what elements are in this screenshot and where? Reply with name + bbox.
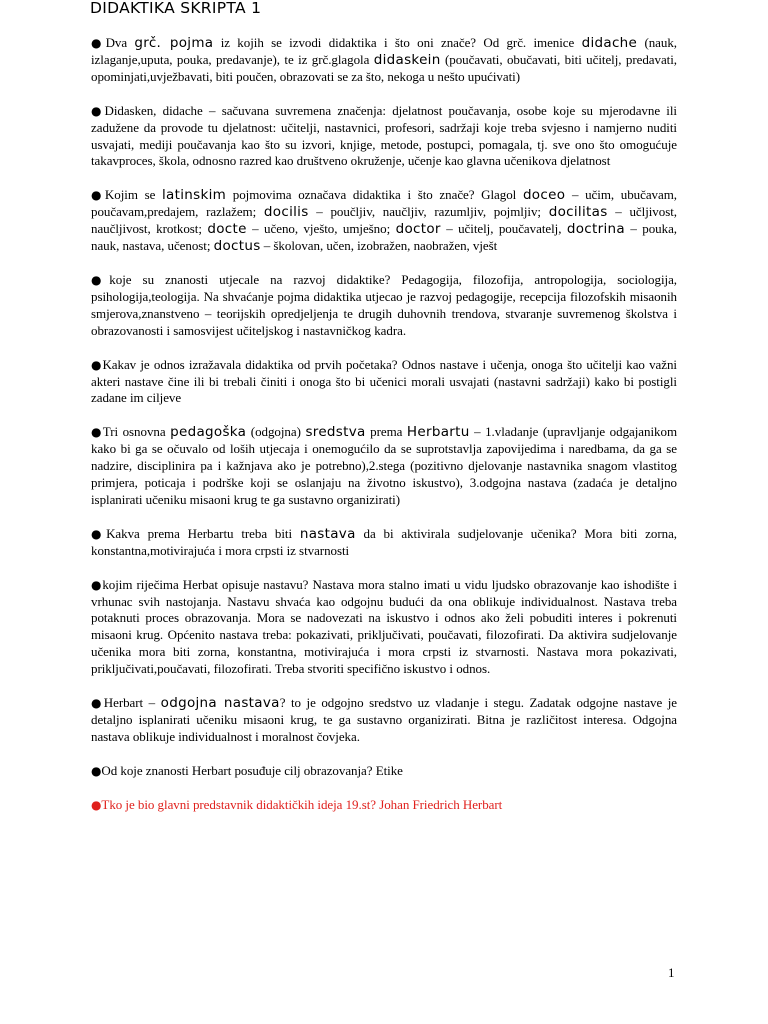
bullet-icon: ●	[91, 425, 103, 440]
paragraph-text: – 1.vladanje (upravljanje odgajanikom kako bi ga se očuvalo od loših utjecaja i onemogućilo da se suprotstavlja zapovijedima i naredbama, da ga se nadzire, disciplinira pa i kažnjava ako je potrebno),2.stega (pozitivno djelovanje nastavnika snagom vlastitog primjera, poticaja i podrške koji se oslanjaju na životno iskustvo), 3.odgojna nastava (zadaća je detaljno isplanirati učeniku misaoni krug te ga sustavno organizirati)	[91, 424, 678, 507]
key-term: didaskein	[373, 51, 441, 68]
paragraph-11	[91, 797, 677, 814]
paragraph-3	[91, 187, 677, 255]
bullet-icon: ●	[91, 36, 106, 50]
key-term: sredstva	[305, 424, 366, 441]
paragraph-text: koje su znanosti utjecale na razvoj didaktike? Pedagogija, filozofija, antropologija, sociologija, psihologija,teologija. Na shvaćanje pojma didaktika utjecao je razvoj pedagogije, recepcija filozofskih misaonih smjerova,znanstveno – teorijskih opredjeljenja te drugih duhovnih trendova, stvaranje suvremenog školstva i obrazovanosti i samosvijest učiteljskog i nastavničkog kadra.	[91, 271, 677, 338]
paragraph-text: (odgojna)	[246, 424, 306, 440]
key-term: didache	[581, 35, 638, 51]
key-term: docte	[207, 221, 247, 238]
paragraph-text: da bi aktivirala sudjelovanje učenika? Mora biti zorna, konstantna,motivirajuća i mora crpsti iz stvarnosti	[91, 525, 678, 558]
bullet-icon: ●	[91, 357, 103, 372]
key-term: doceo	[522, 187, 566, 204]
paragraph-text: (poučavati, obučavati, biti učitelj, predavati, opominjati,uvježbavati, biti poučen, obrazovati se za što, nekoga u nešto upućivati)	[91, 51, 678, 84]
bullet-icon: ●	[91, 526, 107, 541]
bullet-icon: ●	[91, 272, 110, 287]
paragraph-text: Didasken, didache – sačuvana suvremena značenja: djelatnost poučavanja, osobe koje su mjerodavne ili zadužene da provode tu djelatnost: učitelji, nastavnici, profesori, sadržaji koje treba svjesno i namjerno nuditi usvajati, mediji poučavanja kao što su izvori, knjige, metode, postupci, pomagala, tj. sve ono što omogućuje takavproces, škola, odnosno razred kao društveno okruženje, učenje kao glavna učenikova djelatnost	[91, 102, 677, 169]
paragraph-text: – učeno, vješto, umješno;	[246, 221, 396, 237]
key-term: grč. pojma	[134, 35, 214, 51]
bullet-icon: ●	[91, 577, 103, 592]
paragraph-text: Tri osnovna	[102, 424, 171, 440]
bullet-icon: ●	[91, 797, 102, 812]
paragraph-text: (nauk, izlaganje,uputa, pouka, predavanje), te iz grč.glagola	[91, 35, 678, 67]
key-term: docilitas	[548, 204, 608, 221]
paragraph-text: Kakva prema Herbartu treba biti	[106, 525, 300, 541]
key-term: doctor	[395, 221, 441, 238]
paragraph-text: – učljivost, naučljivost, krotkost;	[91, 204, 677, 237]
paragraph-1	[91, 35, 677, 86]
key-term: doctus	[213, 238, 261, 255]
bullet-icon: ●	[91, 103, 105, 118]
document-body	[91, 35, 677, 831]
paragraph-9	[91, 695, 677, 746]
paragraph-text: Tko je bio glavni predstavnik didaktičkih ideja 19.st? Johan Friedrich Herbart	[101, 796, 503, 812]
paragraph-text: Kojim se	[104, 187, 162, 203]
paragraph-text: – školovan, učen, izobražen, naobražen, vješt	[260, 238, 498, 254]
paragraph-10	[91, 763, 677, 780]
paragraph-text: iz kojih se izvodi didaktika i što oni znače? Od grč. imenice	[213, 35, 582, 50]
key-term: nastava	[299, 525, 356, 542]
paragraph-text: – pouka, nauk, nastava, učenost;	[91, 221, 678, 254]
bullet-icon: ●	[91, 188, 105, 203]
paragraph-text: Herbart –	[103, 695, 161, 711]
paragraph-4	[91, 272, 677, 340]
key-term: latinskim	[162, 187, 227, 204]
key-term: doctrina	[566, 221, 625, 238]
key-term: pedagoška	[170, 424, 247, 441]
page-number: 1	[668, 965, 675, 980]
bullet-icon: ●	[91, 696, 104, 711]
document-title: DIDAKTIKA SKRIPTA 1	[90, 0, 262, 17]
paragraph-text: – učitelj, poučavatelj,	[440, 221, 567, 237]
paragraph-text: Dva	[105, 35, 135, 50]
paragraph-8	[91, 577, 677, 678]
bullet-icon: ●	[91, 763, 102, 778]
paragraph-5	[91, 357, 677, 408]
paragraph-text: kojim riječima Herbat opisuje nastavu? Nastava mora stalno imati u vidu ljudsko obrazovanje kao ishodište i vrhunac svih nastojanja. Nastavu shvaća kao odgojnu budući da ona oblikuje individualnost. Nastava treba potaknuti proces obrazovanja. Mora se nadovezati na iskustvo i odnos ako želi pobuditi interes i pokrenuti misaoni krug. Općenito nastava treba: pokazivati, priključivati, poučavati, filozofirati. Da aktivira sudjelovanje učenika mora biti zorna, konstantna, motivirajuća i mora crpsti iz stvarnosti. Nastava mora pokazivati, priključivati,poučavati, filozofirati. Treba stvoriti specifično iskustvo i odnos.	[91, 576, 677, 677]
paragraph-text: pojmovima označava didaktika i što znače? Glagol	[226, 187, 523, 203]
paragraph-text: Kakav je odnos izražavala didaktika od prvih početaka? Odnos nastave i učenja, onoga što učitelji kao važni akteri nastave čine ili bi trebali činiti i onoga što bi učenici morali usvajati (nastavni sadržaji) kako bi postigli zadane im ciljeve	[91, 356, 677, 406]
paragraph-6	[91, 424, 677, 509]
paragraph-text: prema	[365, 424, 407, 440]
paragraph-text: ? to je odgojno sredstvo uz vladanje i stegu. Zadatak odgojne nastave je detaljno isplanirati učeniku misaoni krug, te ga sustavno organizirati. Bitna je različitost interesa. Odgojna nastava oblikuje individualnost i moralnost čovjeka.	[91, 695, 678, 744]
paragraph-text: Od koje znanosti Herbart posuđuje cilj obrazovanja? Etike	[101, 762, 403, 778]
key-term: odgojna nastava	[160, 695, 280, 712]
key-term: Herbartu	[406, 424, 470, 441]
key-term: docilis	[263, 204, 309, 221]
paragraph-7	[91, 526, 677, 560]
paragraph-2	[91, 103, 677, 171]
paragraph-text: – poučljiv, naučljiv, razumljiv, pojmljiv;	[308, 204, 549, 220]
paragraph-text: – učim, ubučavam, poučavam,predajem, razlažem;	[91, 187, 677, 220]
